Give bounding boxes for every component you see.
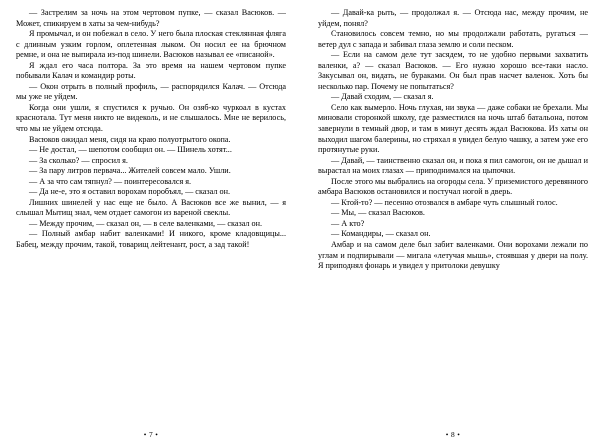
left-page-text	[16, 8, 286, 426]
page-number-right: • 8 •	[445, 430, 461, 439]
paragraph: — А за что сам тяпнул? — поинтересовался я.	[29, 176, 192, 186]
paragraph: — Давай сходим, — сказал я.	[331, 92, 434, 102]
paragraph: — Между прочим, — сказал он, — в селе валенками, — сказал он.	[29, 218, 263, 228]
paragraph: — Да не-е, это я оставил ворохам поробъял, — сказал он.	[29, 187, 231, 197]
paragraph: — Давай-ка рыть, — продолжал я. — Отсюда нас, между прочим, не уйдем, понял?	[318, 8, 588, 28]
paragraph: — Командиры, — сказал он.	[331, 229, 431, 239]
paragraph: Васюков ожидал меня, сидя на краю полуотрытого окопа.	[29, 134, 231, 144]
page-number-left: • 7 •	[143, 430, 159, 439]
paragraph: Когда они ушли, я спустился к ручью. Он озяб-ко чуркоал в кустах краснотала. Тут меня никто не видеколь, и не слышалось. Мне не верилось, что мы не уйдем отсюда.	[16, 102, 286, 134]
paragraph: Я ждал его часа полтора. За это время на нашем чертовом пупке побывали Калач и командир роты.	[16, 60, 286, 81]
paragraph: — Полный амбар набит валенками! И никого, кроме кладовщицы... Бабец, между прочим, такой, товарищ лейтенант, рост, а зад такой!	[16, 229, 286, 250]
paragraph: Становилось совсем темно, но мы продолжали работать, ругаться — ветер дул с запада и забивал глаза землю и соли песком.	[318, 29, 588, 49]
paragraph: Село как вымерло. Ночь глухая, ни звука — даже собаки не брехали. Мы миновали сторонкой школу, где разместился на ночь штаб батальона, потом завернули в темный двор, и там в минут десять ждал Васюкова. Из хаты он выходил шагом балерины, но стряхал я увидел белую чашку, а затем уже его протянутые руки.	[318, 102, 588, 155]
paragraph: После этого мы выбрались на огороды села. У приземистого деревянного амбара Васюков остановился и постучал ногой в дверь.	[318, 176, 588, 197]
paragraph: — Окон отрыть в полный профиль, — распорядился Калач. — Отсюда мы уже не уйдем.	[16, 81, 286, 102]
paragraph: — Давай, — таинственно сказал он, и пока я пил самогон, он не дышал и вырастал на моих глазах — приподнимался на цыпочки.	[318, 155, 588, 176]
right-page-text	[318, 8, 588, 426]
paragraph: — А кто?	[331, 218, 365, 228]
paragraph: Лишних шинелей у нас еще не было. А Васюков все же вынил, — я слышал Мытищ знал, чем отдает самогон из вареной свеклы.	[16, 197, 286, 218]
paragraph: Амбар и на самом деле был забит валенками. Они ворохами лежали по углам и подпирывали — мигала «летучая мышь», стоявшая у двери на полу. Я приподнял фонарь и увидел у притолоки девушку	[318, 240, 588, 271]
paragraph: — За сколько? — спросил я.	[29, 155, 128, 165]
right-page	[300, 0, 600, 446]
paragraph: — За пару литров первача... Жителей совсем мало. Ушли.	[29, 166, 231, 176]
paragraph: — Если на самом деле тут засядем, то не удобно первыми захватить валенки, а? — сказал Васюков. — Его нужно хорошо все-таки насло. Закусывал он, видать, не бураками. Он был прав насчет валенок. Хоть бы несколько пар. Почему не попытаться?	[318, 50, 588, 91]
paragraph: Я промычал, и он побежал в село. У него была плоская стеклянная фляга с длинным узким горлом, оплетенная лыком. Он носил ее на брючном ремне, и она не выпирала из-под шинели. Васюков называл ее «писаной».	[16, 29, 286, 60]
paragraph: — Мы, — сказал Васюков.	[331, 208, 425, 218]
paragraph: — Застрелим за ночь на этом чертовом пупке, — сказал Васюков. — Может, спикируем в хаты за чем-нибудь?	[16, 8, 286, 28]
paragraph: — Ктой-то? — песенно отозвался в амбаре чуть слышный голос.	[331, 197, 558, 207]
paragraph: — Не достал, — шепотом сообщил он. — Шинель хотят...	[29, 145, 232, 155]
